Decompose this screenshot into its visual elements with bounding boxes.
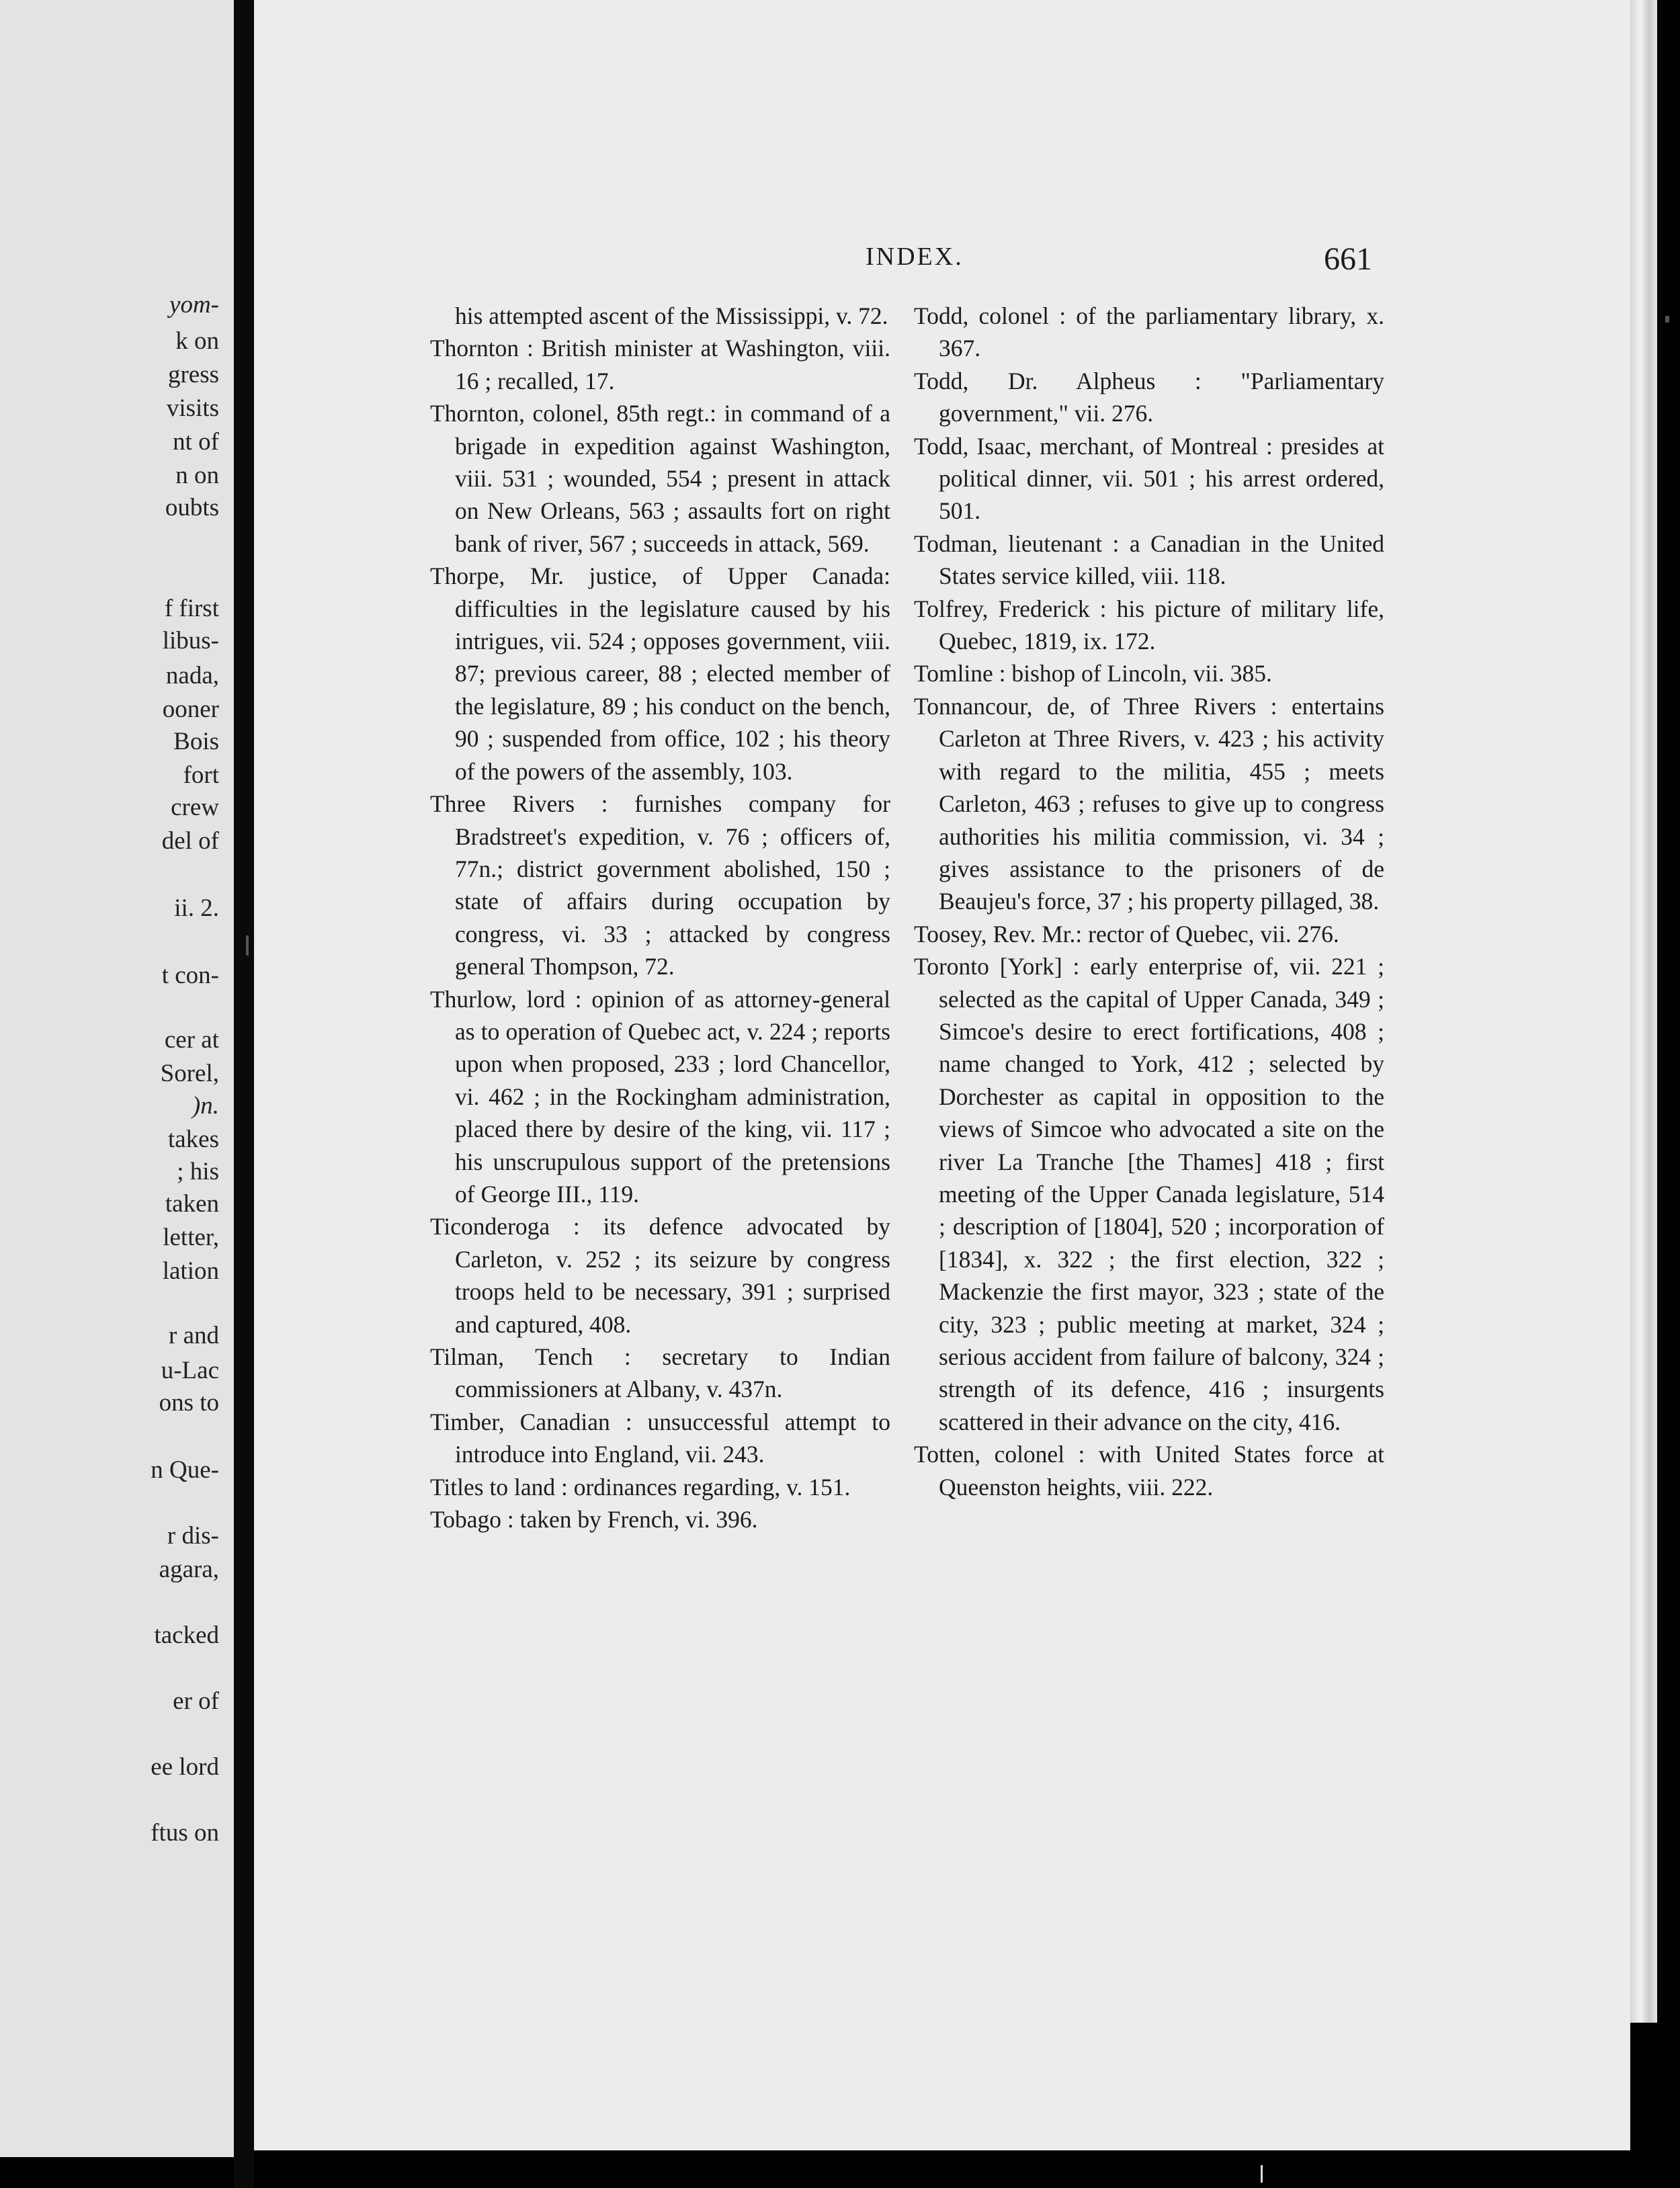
index-entry: Tilman, Tench : secretary to Indian commissioners at Albany, v. 437n.	[430, 1343, 890, 1403]
left-page-fragment: visits	[166, 394, 219, 422]
page-edge	[1630, 0, 1657, 2023]
left-page-fragment: ons to	[159, 1389, 219, 1417]
scan-speck	[246, 935, 249, 956]
left-page-fragment: er of	[173, 1687, 219, 1715]
index-entry: Toronto [York] : early enterprise of, vii. 221 ; selected as the capital of Upper Canada, 349 ; Simcoe's desire to erect fortifications, 408 ; name changed to York, 412 ; selected by Dorchester as capital in opposition to the views of Simcoe who advocated a site on the river La Tranche [the Thames] 418 ; first meeting of the Upper Canada legislature, 514 ; description of [1804], 520 ; incorporation of [1834], x. 322 ; the first election, 322 ; Mackenzie the first mayor, 323 ; state of the city, 323 ; public meeting at market, 324 ; serious accident from failure of balcony, 324 ; strength of its defence, 416 ; insurgents scattered in their advance on the city, 416.	[914, 953, 1384, 1435]
index-entry: Todd, Dr. Alpheus : "Parliamentary government," vii. 276.	[914, 367, 1384, 427]
left-page-fragment: f first	[164, 595, 219, 622]
running-head: INDEX.	[866, 243, 964, 271]
index-entry: Thorpe, Mr. justice, of Upper Canada: difficulties in the legislature caused by his intrigues, vii. 524 ; opposes government, viii. 87; previous career, 88 ; elected member of the legislature, 89 ; his conduct on the bench, 90 ; suspended from office, 102 ; his theory of the powers of the assembly, 103.	[430, 562, 890, 785]
index-entry: Tonnancour, de, of Three Rivers : entertains Carleton at Three Rivers, v. 423 ; his activity with regard to the militia, 455 ; meets Carleton, 463 ; refuses to give up to congress authorities his militia commission, vi. 34 ; gives assistance to the prisoners of de Beaujeu's force, 37 ; his property pillaged, 38.	[914, 692, 1384, 915]
left-page-fragment: n Que-	[151, 1456, 219, 1484]
index-entry: Tobago : taken by French, vi. 396.	[430, 1506, 758, 1533]
left-page-fragment: Bois	[173, 728, 219, 755]
index-entry: Todd, Isaac, merchant, of Montreal : presides at political dinner, vii. 501 ; his arrest ordered, 501.	[914, 432, 1384, 525]
left-page-fragment: taken	[165, 1190, 219, 1218]
book-gutter	[234, 0, 254, 2188]
left-page-fragment: ; his	[177, 1158, 219, 1185]
left-page-fragment: letter,	[163, 1224, 219, 1251]
index-entry: Todd, colonel : of the parliamentary library, x. 367.	[914, 302, 1384, 362]
left-page-fragment: nada,	[165, 662, 219, 689]
index-entry: Three Rivers : furnishes company for Bradstreet's expedition, v. 76 ; officers of, 77n.; district government abolished, 150 ; state of affairs during occupation by congress, vi. 33 ; attacked by congress general Thompson, 72.	[430, 790, 890, 980]
index-entry: Tomline : bishop of Lincoln, vii. 385.	[914, 660, 1272, 687]
scan-speck	[1261, 2165, 1263, 2183]
left-page-fragment: del of	[161, 827, 219, 855]
facing-left-page	[0, 0, 234, 2157]
index-entry: Tolfrey, Frederick : his picture of military life, Quebec, 1819, ix. 172.	[914, 595, 1384, 655]
page-number: 661	[1324, 241, 1372, 277]
index-entry: Titles to land : ordinances regarding, v. 151.	[430, 1473, 851, 1501]
left-page-fragment: gress	[167, 361, 219, 388]
left-page-fragment: yom-	[169, 291, 219, 319]
left-page-fragment: oubts	[165, 494, 219, 521]
left-page-fragment: nt of	[173, 428, 219, 456]
index-column-left	[430, 300, 890, 1535]
left-page-fragment: lation	[162, 1257, 219, 1285]
left-page-fragment: crew	[171, 794, 219, 821]
left-page-fragment: ftus on	[151, 1819, 219, 1847]
index-entry: Todman, lieutenant : a Canadian in the United States service killed, viii. 118.	[914, 530, 1384, 590]
left-page-fragment: fort	[183, 761, 219, 789]
left-page-fragment: ii. 2.	[174, 894, 219, 922]
index-entry: Thornton : British minister at Washington, viii. 16 ; recalled, 17.	[430, 335, 890, 394]
index-entry: his attempted ascent of the Mississippi, v. 72.	[455, 302, 888, 329]
index-entry: Totten, colonel : with United States force at Queenston heights, viii. 222.	[914, 1441, 1384, 1501]
left-page-fragment: cer at	[164, 1026, 219, 1054]
left-page-fragment: u-Lac	[161, 1357, 219, 1384]
left-page-fragment: tacked	[154, 1622, 219, 1649]
left-page-fragment: ee lord	[151, 1753, 219, 1781]
left-page-fragment: ooner	[162, 696, 219, 723]
index-entry: Timber, Canadian : unsuccessful attempt to introduce into England, vii. 243.	[430, 1408, 890, 1468]
left-page-fragment: r dis-	[167, 1522, 219, 1550]
index-entry: Thornton, colonel, 85th regt.: in command of a brigade in expedition against Washington, viii. 531 ; wounded, 554 ; present in attack on New Orleans, 563 ; assaults fort on right bank of river, 567 ; succeeds in attack, 569.	[430, 400, 890, 557]
scan-speck	[1665, 316, 1669, 323]
left-page-fragment: r and	[169, 1322, 219, 1349]
left-page-fragment: libus-	[162, 627, 219, 655]
left-page-fragment: Sorel,	[160, 1060, 219, 1087]
index-entry: Thurlow, lord : opinion of as attorney-general as to operation of Quebec act, v. 224 ; reports upon when proposed, 233 ; lord Chancellor, vi. 462 ; in the Rockingham administration, placed there by desire of the king, vii. 117 ; his unscrupulous support of the pretensions of George III., 119.	[430, 985, 890, 1208]
left-page-fragment: t con-	[161, 962, 219, 989]
index-entry: Ticonderoga : its defence advocated by Carleton, v. 252 ; its seizure by congress troops held to be necessary, 391 ; surprised and captured, 408.	[430, 1213, 890, 1338]
index-column-right	[914, 300, 1384, 1503]
left-page-fragment: takes	[167, 1126, 219, 1153]
left-page-fragment: k on	[175, 327, 219, 355]
left-page-fragment: n on	[175, 462, 219, 489]
index-entry: Toosey, Rev. Mr.: rector of Quebec, vii. 276.	[914, 920, 1339, 948]
left-page-fragment: agara,	[159, 1556, 219, 1583]
left-page-fragment: )n.	[192, 1092, 219, 1120]
